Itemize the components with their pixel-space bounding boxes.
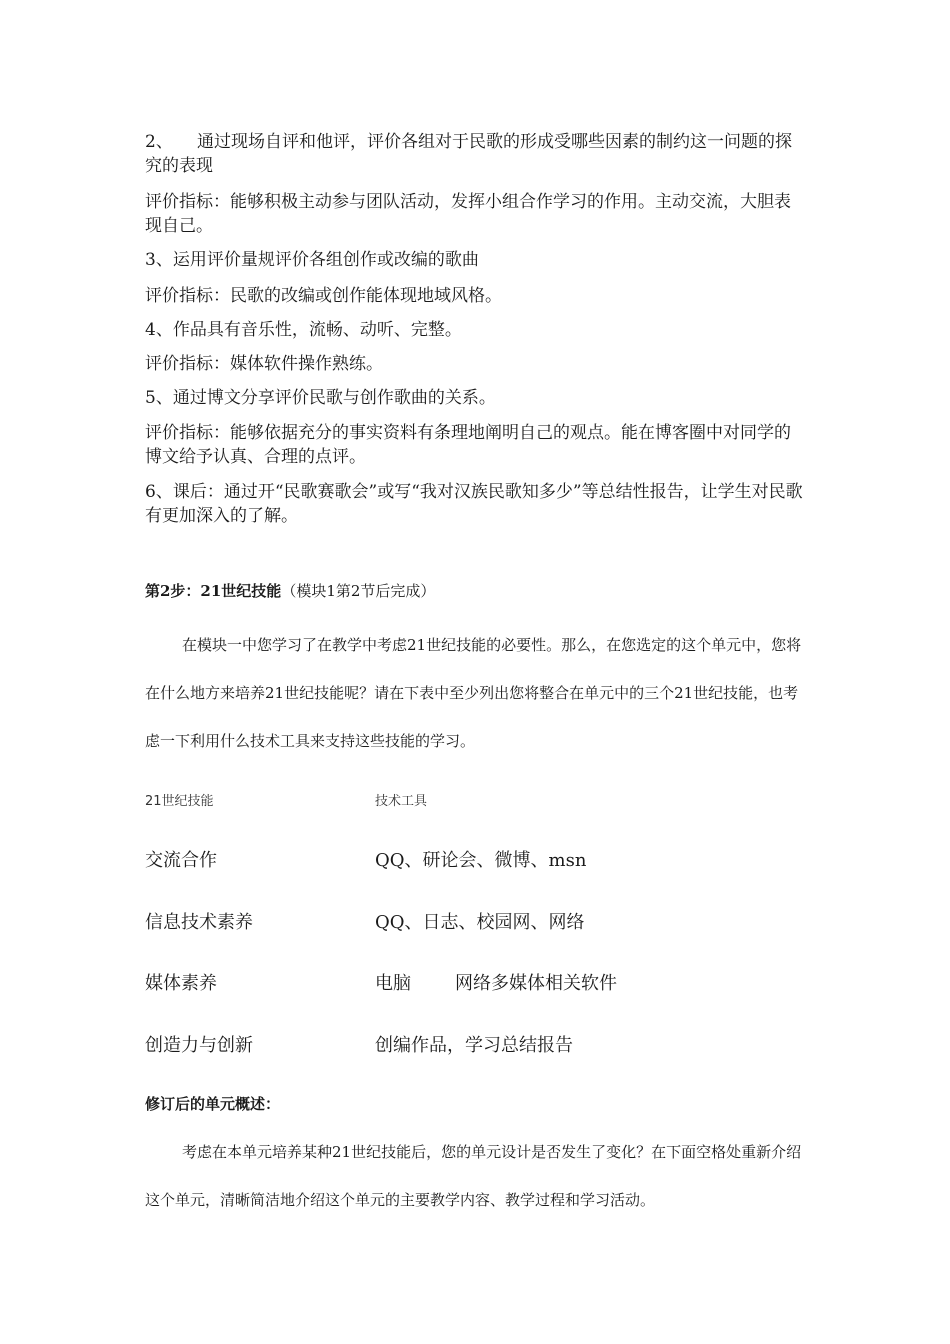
skill-cell: 交流合作 (145, 850, 217, 871)
item-3: 3、运用评价量规评价各组创作或改编的歌曲 (145, 250, 479, 270)
tool-cell (375, 971, 617, 997)
skill-cell: 媒体素养 (145, 973, 217, 994)
skill-cell: 创造力与创新 (145, 1035, 253, 1056)
evaluation-indicator-2: 评价指标：民歌的改编或创作能体现地域风格。 (145, 286, 502, 306)
table-row (145, 971, 705, 1001)
header-skill: 21世纪技能 (145, 794, 214, 809)
table-row (145, 910, 705, 940)
revised-overview-intro: 考虑在本单元培养某种21世纪技能后，您的单元设计是否发生了变化？在下面空格处重新介绍这个单元，清晰简洁地介绍这个单元的主要教学内容、教学过程和学习活动。 (145, 1143, 802, 1209)
step2-title: 第2步：21世纪技能 (145, 582, 282, 600)
item-2 (145, 130, 805, 178)
table-row (145, 848, 705, 878)
table-row (145, 1033, 705, 1063)
step2-intro: 在模块一中您学习了在教学中考虑21世纪技能的必要性。那么，在您选定的这个单元中，您将在什么地方来培养21世纪技能呢？请在下表中至少列出您将整合在单元中的三个21世纪技能，也考虑一下利用什么技术工具来支持这些技能的学习。 (145, 636, 802, 750)
item-4: 4、作品具有音乐性，流畅、动听、完整。 (145, 320, 462, 340)
revised-overview-title: 修订后的单元概述： (145, 1095, 281, 1113)
item-2-number: 2、 (145, 132, 173, 152)
item-2-text: 通过现场自评和他评，评价各组对于民歌的形成受哪些因素的制约这一问题的探究的表现 (145, 132, 792, 176)
step2-heading (145, 580, 435, 602)
item-6: 6、课后：通过开“民歌赛歌会”或写“我对汉族民歌知多少”等总结性报告，让学生对民歌有更加深入的了解。 (145, 482, 803, 526)
header-tool: 技术工具 (375, 794, 428, 809)
tool-cell: QQ、日志、校园网、网络 (375, 912, 585, 933)
step2-note: （模块1第2节后完成） (281, 582, 436, 600)
tool-software: 网络多媒体相关软件 (455, 973, 617, 994)
evaluation-indicator-4: 评价指标：能够依据充分的事实资料有条理地阐明自己的观点。能在博客圈中对同学的博文给予认真、合理的点评。 (145, 423, 791, 467)
item-5: 5、通过博文分享评价民歌与创作歌曲的关系。 (145, 388, 496, 408)
tool-cell: QQ、研论会、微博、msn (375, 850, 587, 871)
skill-cell: 信息技术素养 (145, 912, 253, 933)
evaluation-indicator-3: 评价指标：媒体软件操作熟练。 (145, 354, 383, 374)
tool-cell: 创编作品，学习总结报告 (375, 1035, 573, 1056)
tool-computer: 电脑 (375, 973, 411, 994)
evaluation-indicator-1: 评价指标：能够积极主动参与团队活动，发挥小组合作学习的作用。主动交流，大胆表现自己。 (145, 192, 791, 236)
